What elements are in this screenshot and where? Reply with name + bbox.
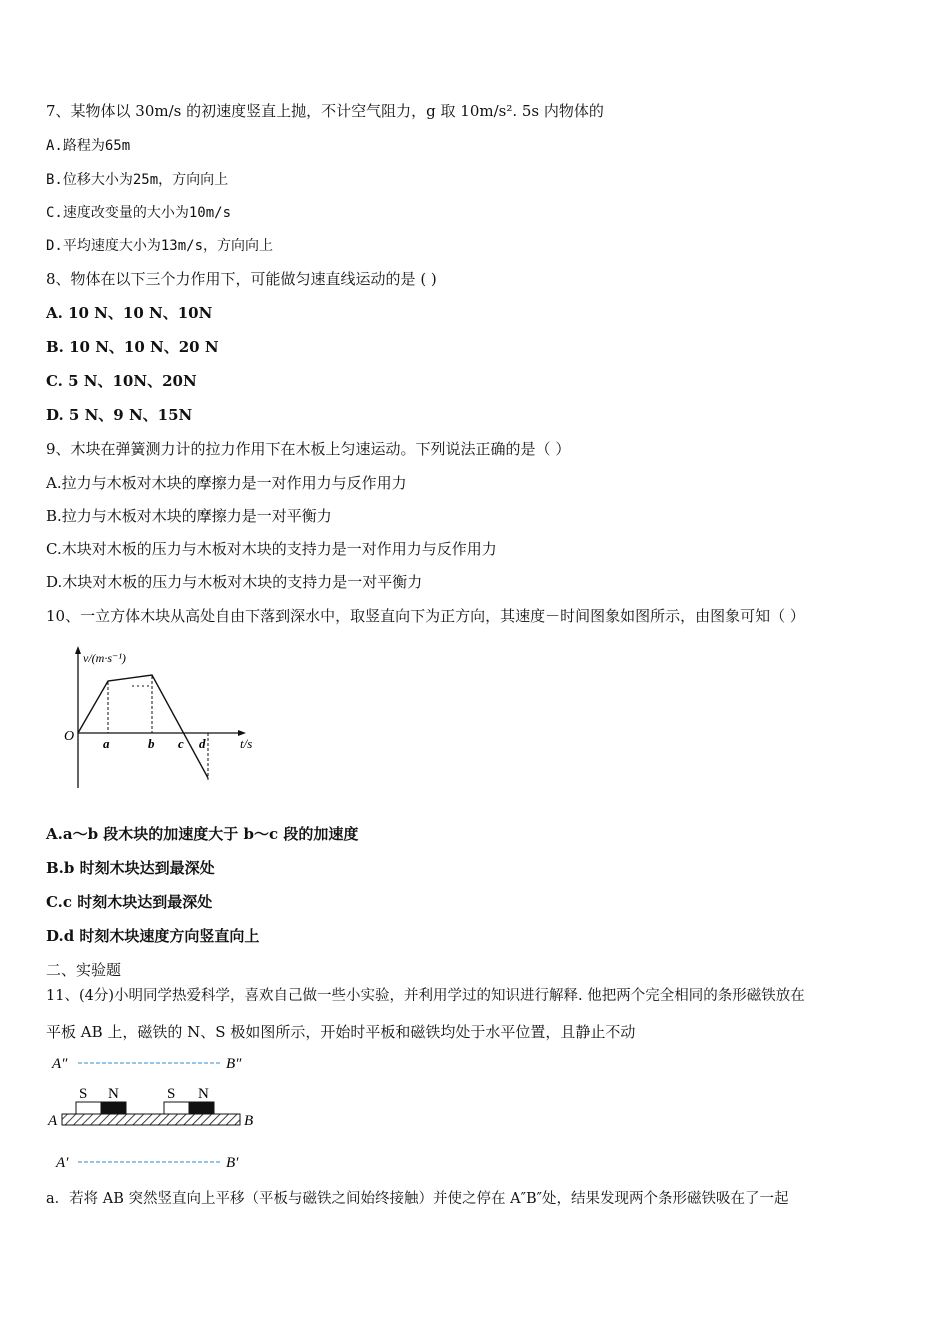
magnet2-pole-n: N: [198, 1086, 209, 1102]
q11-part-a: a．若将 AB 突然竖直向上平移（平板与磁铁之间始终接触）并使之停在 A″B″处，结果发现两个条形磁铁吸在了一起: [46, 1191, 789, 1207]
magnet1-pole-n: N: [108, 1086, 119, 1102]
q7-option-b: B.位移大小为25m，方向向上: [46, 172, 229, 188]
q9-option-c: C.木块对木板的压力与木板对木块的支持力是一对作用力与反作用力: [46, 540, 497, 558]
magnet1-n-half: [101, 1102, 126, 1114]
q10-option-a: A.a～b 段木块的加速度大于 b～c 段的加速度: [46, 825, 359, 843]
vt-y-axis-arrow: [75, 646, 81, 654]
q9-option-a: A.拉力与木板对木块的摩擦力是一对作用力与反作用力: [46, 474, 407, 492]
vt-tick-b: b: [148, 736, 155, 751]
magnet2-s-half: [164, 1102, 189, 1114]
q9-option-b: B.拉力与木板对木块的摩擦力是一对平衡力: [46, 507, 332, 525]
label-b: B: [244, 1113, 254, 1129]
section-title: 二、实验题: [46, 961, 122, 979]
vt-tick-c: c: [178, 736, 184, 751]
vt-graph-figure: [60, 642, 270, 792]
q8-option-d: D. 5 N、9 N、15N: [46, 406, 193, 424]
q7-option-d: D.平均速度大小为13m/s，方向向上: [46, 238, 274, 254]
magnet2-n-half: [189, 1102, 214, 1114]
q7-stem: 7、某物体以 30m/s 的初速度竖直上抛，不计空气阻力，g 取 10m/s². 5s 内物体的: [46, 102, 604, 120]
q8-option-c: C. 5 N、10N、20N: [46, 372, 197, 390]
q9-stem: 9、木块在弹簧测力计的拉力作用下在木板上匀速运动。下列说法正确的是（ ）: [46, 440, 571, 458]
vt-curve: [78, 675, 208, 778]
magnet1-s-half: [76, 1102, 101, 1114]
q7-option-a: A.路程为65m: [46, 138, 131, 154]
label-a: A: [48, 1113, 58, 1129]
label-b-prime: B′: [226, 1155, 239, 1171]
plate-ab: [62, 1114, 240, 1125]
q10-option-c: C.c 时刻木块达到最深处: [46, 893, 213, 911]
vt-y-label: v/(m·s⁻¹): [83, 651, 126, 665]
q8-option-a: A. 10 N、10 N、10N: [46, 304, 213, 322]
vt-tick-a: a: [103, 736, 110, 751]
q8-option-b: B. 10 N、10 N、20 N: [46, 338, 219, 356]
vt-origin-label: O: [64, 729, 75, 744]
q10-option-d: D.d 时刻木块速度方向竖直向上: [46, 927, 260, 945]
magnet2-pole-s: S: [167, 1086, 176, 1102]
vt-tick-d: d: [199, 736, 206, 751]
q10-option-b: B.b 时刻木块达到最深处: [46, 859, 215, 877]
q11-line2: 平板 AB 上，磁铁的 N、S 极如图所示，开始时平板和磁铁均处于水平位置，且静止不动: [46, 1023, 636, 1041]
q10-stem: 10、一立方体木块从高处自由下落到深水中，取竖直向下为正方向，其速度－时间图象如图所示，由图象可知（ ）: [46, 607, 805, 625]
q8-stem: 8、物体在以下三个力作用下，可能做匀速直线运动的是 ( ): [46, 270, 437, 288]
magnet-figure: [46, 1050, 266, 1178]
vt-x-label: t/s: [240, 736, 253, 751]
q9-option-d: D.木块对木板的压力与木板对木块的支持力是一对平衡力: [46, 573, 423, 591]
q7-option-c: C.速度改变量的大小为10m/s: [46, 205, 232, 221]
label-a-double-prime: A″: [52, 1056, 68, 1072]
q11-line1: 11、(4分)小明同学热爱科学，喜欢自己做一些小实验，并利用学过的知识进行解释. 他把两个完全相同的条形磁铁放在: [46, 988, 805, 1004]
magnet1-pole-s: S: [79, 1086, 88, 1102]
label-a-prime: A′: [56, 1155, 69, 1171]
label-b-double-prime: B″: [226, 1056, 242, 1072]
